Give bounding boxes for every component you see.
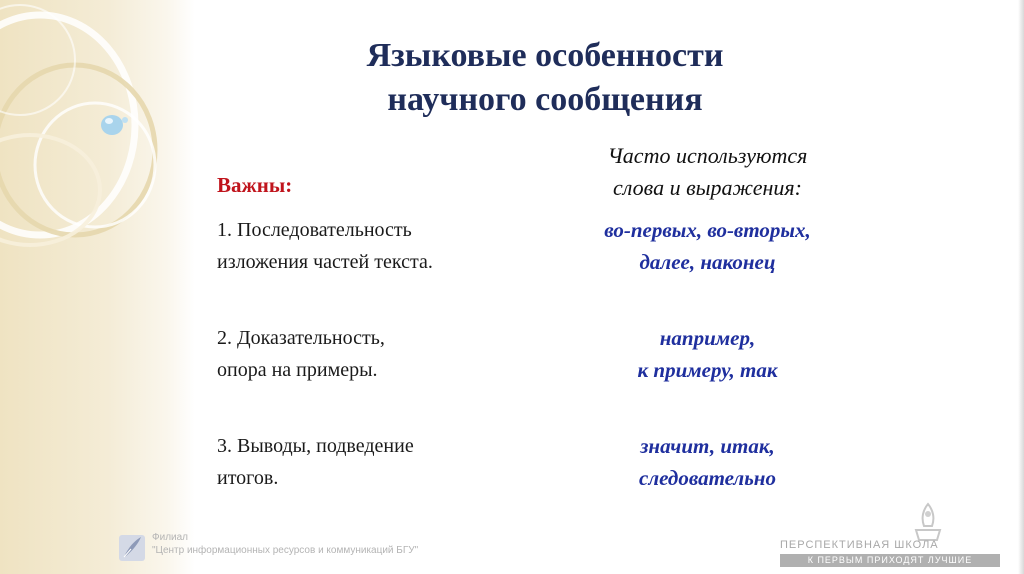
- example-phrases: [540, 214, 875, 278]
- slide-title-line: научного сообщения: [387, 81, 703, 118]
- school-motto: К ПЕРВЫМ ПРИХОДЯТ ЛУЧШИЕ: [780, 554, 1000, 567]
- footer-branch-line: Филиал: [152, 532, 189, 543]
- example-phrases-line: далее, наконец: [639, 250, 776, 274]
- feature-item: [217, 214, 537, 278]
- feature-item-line: 1. Последовательность: [217, 219, 412, 241]
- school-name: ПЕРСПЕКТИВНАЯ ШКОЛА: [780, 539, 939, 551]
- example-phrases: [540, 430, 875, 494]
- water-drop-icon: [100, 112, 130, 138]
- right-column-header-line: слова и выражения:: [613, 175, 802, 200]
- example-phrases-line: например,: [659, 326, 756, 350]
- footer-branch-text: [152, 531, 418, 557]
- example-phrases-line: к примеру, так: [637, 358, 778, 382]
- feather-logo-icon: [118, 532, 146, 562]
- footer-branch-line: "Центр информационных ресурсов и коммуникаций БГУ": [152, 545, 419, 556]
- example-phrases: [540, 322, 875, 386]
- example-phrases-line: следовательно: [639, 466, 776, 490]
- feature-item: [217, 430, 537, 494]
- school-emblem-icon: [908, 500, 948, 544]
- slide-title-line: Языковые особенности: [366, 37, 724, 74]
- left-column-header: Важны:: [217, 173, 293, 197]
- right-column-header: [540, 140, 875, 204]
- slide-title: [250, 34, 840, 122]
- feature-item-line: итогов.: [217, 467, 279, 489]
- feature-item-line: 2. Доказательность,: [217, 327, 385, 349]
- right-column-header-line: Часто используются: [607, 143, 808, 168]
- example-phrases-line: во-первых, во-вторых,: [604, 218, 811, 242]
- feature-item: [217, 322, 537, 386]
- example-phrases-line: значит, итак,: [640, 434, 775, 458]
- right-edge-shadow: [1018, 0, 1024, 574]
- feature-item-line: 3. Выводы, подведение: [217, 435, 414, 457]
- feature-item-line: опора на примеры.: [217, 359, 378, 381]
- feature-item-line: изложения частей текста.: [217, 251, 433, 273]
